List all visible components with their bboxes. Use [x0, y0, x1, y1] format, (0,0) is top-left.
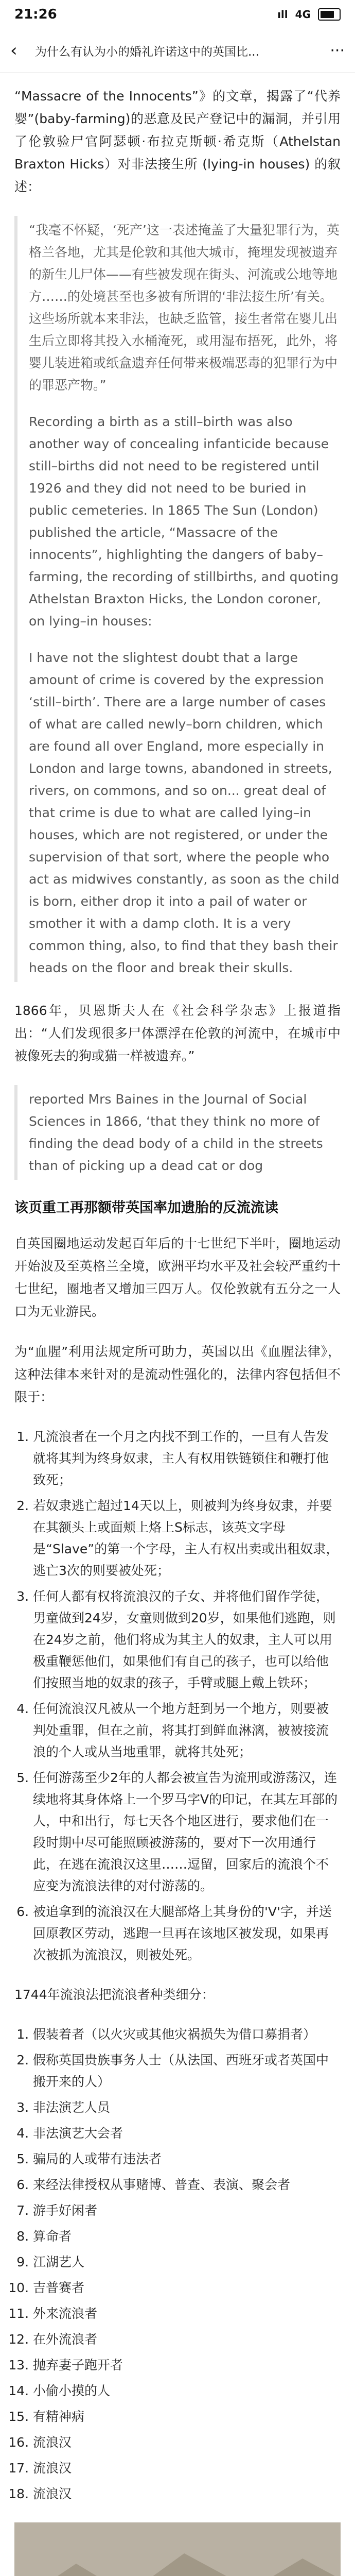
engraving-illustration	[14, 2522, 341, 2576]
paragraph-1866: 1866年，贝恩斯夫人在《社会科学杂志》上报道指出：“人们发现很多尸体漂浮在伦敦的河流中，在城市中被像死去的狗或猫一样被遗弃。”	[14, 1003, 341, 1063]
list-item: 15. 有精神病	[33, 2406, 341, 2428]
quote-paragraph: Recording a birth as a still–birth was also another way of concealing infanticide because still–births did not need to be registered until 1926 and they did not need to be buried in public cemeteries. In 1865 The Sun (London) published the article, “Massacre of the innocents”, highlighting the dangers of baby–farming, the recording of stillbirths, and quoting Athelstan Braxton Hicks, the London coroner, on lying–in houses:	[29, 414, 339, 629]
list-item: 2. 假称英国贵族事务人士（从法国、西班牙或者英国中搬开来的人）	[33, 2049, 341, 2093]
battery-icon	[318, 8, 341, 21]
list-item: 2. 若奴隶逃亡超过14天以上，则被判为终身奴隶，并要在其额头上或面颊上烙上S标志，该英文字母是“Slave”的第一个字母，主人有权出卖或出租奴隶，逃亡3次的则要被处死；	[33, 1495, 341, 1582]
blockquote-coroner	[14, 216, 341, 982]
signal-icon: ıll	[277, 8, 288, 21]
blockquote-baines	[14, 1085, 341, 1180]
status-time: 21:26	[14, 7, 57, 22]
list-item: 3. 任何人都有权将流浪汉的子女、并将他们留作学徒，男童做到24岁，女童则做到20岁，如果他们逃跑，则在24岁之前，他们将成为其主人的奴隶，主人可以用极重鞭惩他们，如果他们有自己的孩子，也可以给他们按照当地的奴隶的孩子，手臂或腿上戴上铁环；	[33, 1586, 341, 1694]
paragraph-laws-intro: 为“血腥”利用法规定所可助力，英国以出《血腥法律》，这种法律本来针对的是流动性强化的，法律内容包括但不限于：	[14, 1344, 341, 1404]
list-item: 6. 来经法律授权从事赌博、普查、表演、聚会者	[33, 2174, 341, 2196]
list-item: 14. 小偷小摸的人	[33, 2380, 341, 2402]
quote-paragraph: reported Mrs Baines in the Journal of Social Sciences in 1866, ‘that they think no more of finding the dead body of a child in the streets than of picking up a dead cat or dog	[29, 1092, 323, 1173]
network-label: 4G	[295, 8, 311, 21]
list-item: 7. 游手好闲者	[33, 2200, 341, 2222]
list-item: 18. 流浪汉	[33, 2483, 341, 2505]
paragraph-statistics: 自英国圈地运动发起百年后的十七世纪下半叶，圈地运动开始波及至英格兰全境，欧洲平均水平及社会较严重约十七世纪，圈地者又增加三四万人。仅伦敦就有五分之一人口为无业游民。	[14, 1236, 341, 1319]
section-heading: 该页重工再那额带英国率加遗胎的反流流读	[14, 1200, 278, 1216]
list-item: 8. 算命者	[33, 2226, 341, 2247]
list-item: 1. 凡流浪者在一个月之内找不到工作的，一旦有人告发就将其判为终身奴隶，主人有权用铁链锁住和鞭打他致死；	[33, 1426, 341, 1491]
list-item: 11. 外来流浪者	[33, 2303, 341, 2325]
more-options-icon[interactable]: ···	[330, 41, 345, 60]
nav-bar	[0, 29, 355, 73]
list-item: 1. 假装着者（以火灾或其他灾祸损失为借口募捐者）	[33, 2024, 341, 2045]
list-item: 17. 流浪汉	[33, 2458, 341, 2479]
intro-paragraph: “Massacre of the Innocents”》的文章，揭露了“代养婴”(baby-farming)的恶意及民产登记中的漏洞，并引用了伦敦验尸官阿瑟顿·布拉克斯顿·希克斯（Athelstan Braxton Hicks）对非法接生所 (lying-in houses) 的叙述：	[14, 89, 341, 194]
quote-paragraph: “我毫不怀疑，‘死产’这一表述掩盖了大量犯罪行为，英格兰各地，尤其是伦敦和其他大城市，掩埋发现被遗弃的新生儿尸体——有些被发现在街头、河流或公地等地方……的处境甚至也多被有所谓的‘非法接生所’有关。这些场所就本来非法，也缺乏监管，接生者常在婴儿出生后立即将其投入水桶淹死，或用湿布捂死，此外，将婴儿装进箱或纸盒遗弃任何带来极端恶毒的犯罪行为中的罪恶产物。”	[29, 223, 340, 393]
list-item: 9. 江湖艺人	[33, 2251, 341, 2273]
list-item: 10. 吉普赛者	[33, 2277, 341, 2299]
list-item: 4. 任何流浪汉凡被从一个地方赶到另一个地方，则要被判处重罪，但在之前，将其打到鲜血淋漓，被被接流浪的个人或从当地重罪，就将其处死；	[33, 1698, 341, 1763]
engraving-street-crowd-image	[14, 2522, 341, 2576]
status-indicators	[277, 8, 341, 21]
list-item: 13. 抛弃妻子跑开者	[33, 2354, 341, 2376]
list-item: 5. 骗局的人或带有违法者	[33, 2148, 341, 2170]
list-item: 3. 非法演艺人员	[33, 2097, 341, 2119]
quote-paragraph: I have not the slightest doubt that a large amount of crime is covered by the expression ‘still–birth’. There are a large number of cases of what are called newly–born children, which are found all over England, more especially in London and large towns, abandoned in streets, rivers, on commons, and so on... great deal of that crime is due to what are called lying–in houses, which are not registered, or under the supervision of that sort, where the people who act as midwives constantly, as soon as the child is born, either drop it into a pail of water or smother it with a damp cloth. It is a very common thing, also, to find that they bash their heads on the floor and break their skulls.	[29, 650, 340, 975]
laws-list	[14, 1426, 341, 1966]
back-arrow-icon[interactable]: ‹	[10, 40, 17, 61]
article-body	[0, 73, 355, 2576]
status-bar	[0, 0, 355, 29]
list-item: 5. 任何游荡至少2年的人都会被宣告为流刑或游荡汉，连续地将其身体烙上一个罗马字V的印记，在其左耳部的人，中和出行，每七天各个地区进行，要求他们在一段时期中尽可能照顾被游荡的，要对下一次用通行此，在逃在流浪汉这里……逗留，回家后的流浪个不应变为流浪法律的对付游荡的。	[33, 1767, 341, 1897]
list-item: 4. 非法演艺大会者	[33, 2123, 341, 2144]
vagrant-types-list	[14, 2024, 341, 2505]
list-item: 12. 在外流浪者	[33, 2329, 341, 2350]
list-item: 16. 流浪汉	[33, 2432, 341, 2453]
page-title: 为什么有认为小的婚礼许诺这中的英国比...	[35, 45, 259, 59]
list-item: 6. 被追拿到的流浪汉在大腿部烙上其身份的'V'字，并送回原教区劳动，逃跑一旦再在该地区被发现，如果再次被抓为流浪汉，则被处死。	[33, 1901, 341, 1966]
paragraph-1744: 1744年流浪法把流浪者种类细分：	[14, 1987, 215, 2002]
